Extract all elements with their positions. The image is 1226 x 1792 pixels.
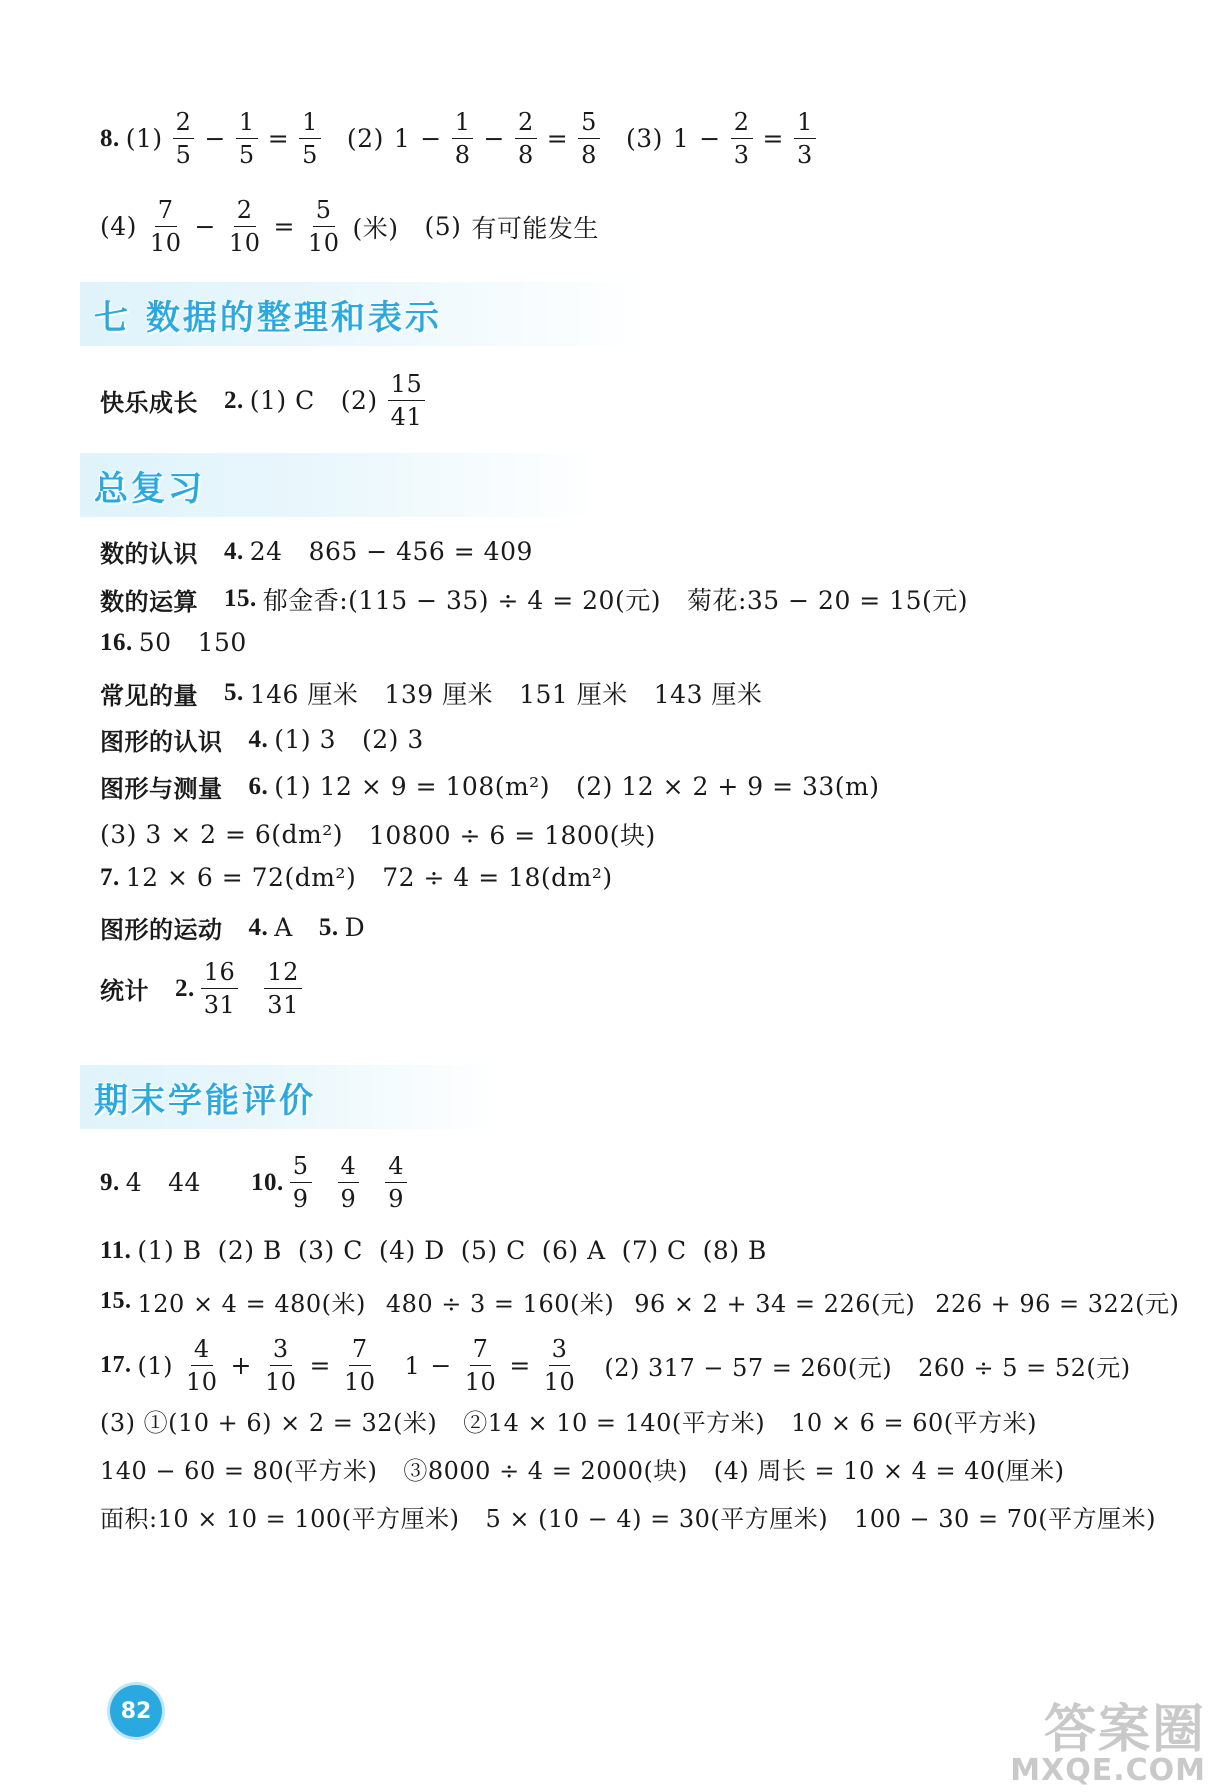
q8-line-2	[100, 198, 1186, 255]
question-number: 11.	[100, 1236, 132, 1264]
q17-line-1	[100, 1337, 1186, 1394]
fraction: $\frac{5}{8}$	[578, 110, 600, 167]
answer-text: (3) ①(10 + 6) × 2 = 32(米)	[100, 1409, 438, 1437]
tuxing-renshi-line	[100, 722, 1186, 757]
part-label: (5)	[424, 212, 462, 241]
topic-label: 常见的量	[100, 681, 198, 710]
answer-text: 24	[249, 537, 283, 566]
fraction: $\frac{5}{9}$	[290, 1154, 312, 1211]
answer-text: ②14 × 10 = 140(平方米)	[463, 1409, 766, 1437]
answer-text: 226 + 96 = 322(元)	[935, 1290, 1180, 1318]
answer-text: 865 − 456 = 409	[308, 537, 533, 566]
fraction: $\frac{7}{10}$	[149, 196, 182, 257]
question-number: 4.	[248, 725, 269, 753]
question-number: 10.	[250, 1168, 284, 1196]
fraction: $\frac{2}{8}$	[515, 110, 537, 167]
answer-text: 10 × 6 = 60(平方米)	[791, 1409, 1037, 1437]
q17-line-3	[100, 1451, 1186, 1486]
fraction: $\frac{1}{3}$	[794, 110, 816, 167]
fraction: $\frac{16}{31}$	[201, 960, 239, 1017]
answer-text: D	[344, 913, 366, 942]
answer-text: (3) C	[297, 1236, 363, 1265]
fraction: $\frac{4}{10}$	[186, 1335, 218, 1396]
shu-renshi-line	[100, 534, 1186, 569]
number: 1	[404, 1351, 421, 1380]
answer-text: (1) B	[137, 1236, 202, 1265]
equals-sign: =	[309, 1351, 331, 1380]
part-label: (1)	[137, 1351, 173, 1380]
answer-text: (2) 3	[362, 725, 424, 754]
answer-text: (4) D	[378, 1236, 445, 1265]
fraction: $\frac{2}{5}$	[173, 110, 195, 167]
answer-text: 郁金香:(115 − 35) ÷ 4 = 20(元)	[262, 586, 661, 615]
answer-text: 480 ÷ 3 = 160(米)	[385, 1290, 615, 1318]
fraction: $\frac{3}{10}$	[543, 1335, 576, 1396]
answer-text: 139 厘米	[384, 680, 494, 709]
answer-text: (1) 12 × 9 = 108(m²)	[274, 772, 550, 801]
watermark-logo	[1010, 1700, 1206, 1788]
section-title: 七 数据的整理和表示	[94, 297, 442, 338]
minus-sign: −	[699, 124, 721, 153]
topic-label: 图形的认识	[100, 728, 223, 756]
answer-text: 12 × 6 = 72(dm²)	[125, 863, 357, 892]
answer-text: 菊花:35 − 20 = 15(元)	[686, 586, 969, 615]
minus-sign: −	[420, 124, 442, 153]
part-label: (1)	[125, 124, 163, 153]
answer-text: 10800 ÷ 6 = 1800(块)	[369, 821, 656, 850]
q7-line	[100, 863, 1186, 892]
answer-text: 50	[138, 628, 172, 657]
q17-line-2	[100, 1403, 1186, 1438]
answer-text: 150	[197, 628, 247, 657]
answer-text: 151 厘米	[519, 680, 628, 709]
question-number: 17.	[100, 1352, 132, 1378]
fraction: $\frac{1}{5}$	[299, 110, 321, 167]
fraction: $\frac{5}{10}$	[307, 196, 340, 257]
watermark-cn: 答案圈	[1043, 1700, 1206, 1760]
equals-sign: =	[267, 124, 290, 153]
part-label: (2)	[340, 386, 378, 415]
question-number: 8.	[100, 124, 120, 152]
answer-text: 100 − 30 = 70(平方厘米)	[854, 1505, 1156, 1533]
equals-sign: =	[273, 212, 295, 241]
tuxing-yundong-line	[100, 910, 1186, 945]
minus-sign: −	[430, 1351, 452, 1380]
answer-text: (8) B	[702, 1236, 767, 1265]
question-number: 4.	[224, 537, 244, 565]
answer-text: (2) 12 × 2 + 9 = 33(m)	[575, 772, 880, 801]
q15-line	[100, 1284, 1186, 1319]
part-label: (2)	[346, 124, 384, 153]
tuxing-celiang-line	[100, 769, 1186, 804]
q11-line	[100, 1236, 1186, 1265]
answer-text: 120 × 4 = 480(米)	[137, 1290, 366, 1318]
fraction: $\frac{15}{41}$	[388, 372, 426, 429]
fraction: $\frac{2}{3}$	[731, 110, 753, 167]
answer-text: 72 ÷ 4 = 18(dm²)	[382, 863, 613, 892]
section-heading-7	[80, 282, 640, 346]
shu-yunsuan-line	[100, 581, 1186, 617]
fraction: $\frac{1}{8}$	[452, 110, 474, 167]
topic-label: 数的认识	[100, 540, 198, 568]
fraction: $\frac{12}{31}$	[264, 960, 302, 1017]
changjian-line	[100, 675, 1186, 711]
fraction: $\frac{2}{10}$	[228, 196, 261, 257]
celiang-cont-line	[100, 816, 1186, 852]
fraction: $\frac{7}{10}$	[344, 1335, 376, 1396]
answer-text: (6) A	[541, 1236, 606, 1265]
topic-label: 图形与测量	[100, 775, 223, 803]
topic-label: 图形的运动	[100, 916, 223, 944]
answer-text: (1) C	[249, 386, 315, 415]
answer-text: (4) 周长 = 10 × 4 = 40(厘米)	[713, 1457, 1065, 1485]
q9-q10-line	[100, 1154, 1186, 1211]
section-heading-final	[80, 1065, 500, 1129]
q16-line	[100, 628, 1186, 657]
question-number: 9.	[100, 1168, 120, 1196]
question-number: 15.	[100, 1288, 132, 1314]
tongji-line	[100, 960, 1186, 1017]
minus-sign: −	[483, 124, 505, 153]
equals-sign: =	[762, 124, 784, 153]
answer-text: 143 厘米	[653, 680, 763, 709]
answer-text: 96 × 2 + 34 = 226(元)	[634, 1290, 916, 1318]
topic-label: 快乐成长	[100, 389, 198, 417]
part-label: (3)	[625, 124, 663, 153]
plus-sign: +	[230, 1351, 252, 1380]
answer-text: 140 − 60 = 80(平方米)	[100, 1457, 378, 1485]
unit-text: (米)	[352, 213, 399, 243]
fraction: $\frac{4}{9}$	[338, 1154, 360, 1211]
question-number: 15.	[224, 585, 257, 612]
question-number: 16.	[100, 628, 133, 656]
answer-text: 有可能发生	[471, 213, 599, 243]
answer-text: (2) B	[217, 1236, 282, 1265]
page-number-badge: 82	[110, 1685, 162, 1737]
answer-text: 5 × (10 − 4) = 30(平方厘米)	[485, 1505, 829, 1533]
question-number: 6.	[248, 772, 269, 800]
answer-text: (1) 3	[274, 725, 337, 754]
fraction: $\frac{7}{10}$	[464, 1335, 497, 1396]
fraction: $\frac{4}{9}$	[385, 1154, 407, 1211]
equals-sign: =	[509, 1351, 531, 1380]
happy-growth-line	[100, 372, 1186, 429]
question-number: 7.	[100, 863, 120, 891]
answer-text: (2) 317 − 57 = 260(元)	[604, 1354, 893, 1382]
number: 1	[393, 124, 411, 153]
section-heading-review	[80, 453, 600, 517]
fraction: $\frac{1}{5}$	[236, 110, 258, 167]
question-number: 2.	[224, 386, 244, 414]
answer-text: 44	[168, 1168, 201, 1197]
question-number: 4.	[248, 913, 269, 941]
question-number: 5.	[318, 913, 339, 941]
answer-text: (3) 3 × 2 = 6(dm²)	[100, 819, 343, 849]
answer-text: ③8000 ÷ 4 = 2000(块)	[403, 1457, 688, 1485]
minus-sign: −	[194, 212, 216, 241]
section-title: 期末学能评价	[94, 1080, 316, 1121]
minus-sign: −	[204, 124, 226, 153]
answer-text: 4	[125, 1168, 143, 1197]
number: 1	[672, 124, 690, 153]
topic-label: 数的运算	[100, 587, 198, 616]
part-label: (4)	[100, 212, 137, 241]
answer-text: 面积:10 × 10 = 100(平方厘米)	[100, 1505, 460, 1533]
section-title: 总复习	[94, 468, 205, 509]
answer-text: A	[274, 913, 293, 942]
answer-text: (7) C	[621, 1236, 687, 1265]
watermark-en: MXQE.COM	[1010, 1753, 1206, 1788]
fraction: $\frac{3}{10}$	[265, 1335, 297, 1396]
answer-text: 260 ÷ 5 = 52(元)	[918, 1354, 1131, 1382]
answer-text: 146 厘米	[249, 680, 359, 709]
q8-line-1	[100, 110, 1186, 167]
equals-sign: =	[546, 124, 569, 153]
answer-text: (5) C	[460, 1236, 526, 1265]
question-number: 5.	[224, 679, 244, 706]
question-number: 2.	[175, 974, 195, 1002]
topic-label: 统计	[100, 977, 149, 1005]
q17-line-4	[100, 1499, 1186, 1534]
